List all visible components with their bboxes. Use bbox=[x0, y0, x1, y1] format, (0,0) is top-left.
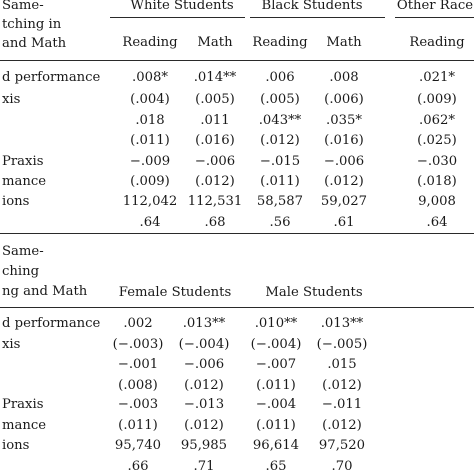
table-cell: (.012) bbox=[322, 418, 362, 433]
column-header: Math bbox=[197, 35, 233, 50]
column-header: Reading bbox=[409, 35, 465, 50]
table-cell: .002 bbox=[123, 316, 153, 331]
table-cell: 58,587 bbox=[256, 194, 304, 209]
table-cell: .010** bbox=[254, 316, 298, 331]
group-header: Black Students bbox=[261, 0, 363, 13]
table-cell: .021* bbox=[419, 70, 455, 85]
row-label: d performance bbox=[2, 70, 101, 85]
table-cell: −.004 bbox=[255, 397, 297, 412]
row-label-header-line: tching in bbox=[2, 17, 62, 32]
table-cell: (.009) bbox=[417, 92, 457, 107]
table-cell: (−.005) bbox=[316, 337, 368, 352]
table-cell: (.012) bbox=[260, 133, 300, 148]
table-cell: (.012) bbox=[184, 418, 224, 433]
table-cell: .013** bbox=[320, 316, 364, 331]
row-label: Praxis bbox=[2, 154, 44, 169]
table-cell: (.018) bbox=[417, 174, 457, 189]
group-header: White Students bbox=[130, 0, 234, 13]
table-cell: (.012) bbox=[324, 174, 364, 189]
table-cell: 96,614 bbox=[252, 438, 300, 453]
column-header: Reading bbox=[122, 35, 178, 50]
table-cell: (.011) bbox=[256, 418, 296, 433]
table-cell: −.007 bbox=[255, 357, 297, 372]
group-rule bbox=[395, 17, 474, 18]
row-label: mance bbox=[2, 418, 47, 433]
panel-divider-rule bbox=[0, 233, 474, 234]
table-cell: .65 bbox=[265, 459, 287, 474]
row-label: xis bbox=[2, 92, 21, 107]
table-cell: (−.004) bbox=[250, 337, 302, 352]
table-cell: 112,531 bbox=[187, 194, 243, 209]
table-cell: .006 bbox=[265, 70, 295, 85]
table-cell: (.011) bbox=[118, 418, 158, 433]
row-label-header-line: Same- bbox=[2, 0, 44, 13]
table-cell: (−.004) bbox=[178, 337, 230, 352]
table-cell: (.025) bbox=[417, 133, 457, 148]
table-cell: (.016) bbox=[324, 133, 364, 148]
group-header: Male Students bbox=[265, 285, 363, 300]
group-header: Other Race bbox=[396, 0, 474, 13]
group-rule bbox=[250, 17, 385, 18]
column-header: Reading bbox=[252, 35, 308, 50]
header-rule bbox=[0, 307, 474, 308]
header-rule bbox=[0, 60, 474, 61]
table-cell: −.006 bbox=[323, 154, 365, 169]
table-cell: (.005) bbox=[260, 92, 300, 107]
table-cell: (.004) bbox=[130, 92, 170, 107]
table-cell: .71 bbox=[193, 459, 215, 474]
table-cell: (.011) bbox=[256, 378, 296, 393]
table-cell: (.009) bbox=[130, 174, 170, 189]
table-cell: .008* bbox=[132, 70, 168, 85]
table-cell: (.011) bbox=[130, 133, 170, 148]
table-cell: −.030 bbox=[416, 154, 458, 169]
table-cell: 59,027 bbox=[320, 194, 368, 209]
table-cell: (.012) bbox=[184, 378, 224, 393]
row-label: Praxis bbox=[2, 397, 44, 412]
table-cell: −.006 bbox=[183, 357, 225, 372]
table-cell: .56 bbox=[269, 215, 291, 230]
group-header: Female Students bbox=[118, 285, 232, 300]
row-label: ions bbox=[2, 194, 30, 209]
column-header: Math bbox=[326, 35, 362, 50]
table-cell: −.006 bbox=[194, 154, 236, 169]
row-label-header-line: and Math bbox=[2, 36, 67, 51]
table-cell: −.001 bbox=[117, 357, 159, 372]
table-cell: .64 bbox=[426, 215, 448, 230]
row-label-header-line: Same- bbox=[2, 244, 44, 259]
table-cell: .013** bbox=[182, 316, 226, 331]
row-label: ions bbox=[2, 438, 30, 453]
group-rule bbox=[110, 17, 245, 18]
table-cell: .011 bbox=[200, 113, 230, 128]
table-cell: 97,520 bbox=[318, 438, 366, 453]
table-cell: .018 bbox=[135, 113, 165, 128]
table-cell: .035* bbox=[326, 113, 362, 128]
table-cell: 112,042 bbox=[122, 194, 178, 209]
table-cell: .68 bbox=[204, 215, 226, 230]
row-label-header-line: ching bbox=[2, 264, 40, 279]
row-label-header-line: ng and Math bbox=[2, 284, 88, 299]
table-cell: (.005) bbox=[195, 92, 235, 107]
table-cell: 9,008 bbox=[418, 194, 456, 209]
row-label: xis bbox=[2, 337, 21, 352]
table-cell: (.006) bbox=[324, 92, 364, 107]
table-cell: −.011 bbox=[321, 397, 363, 412]
table-cell: .014** bbox=[193, 70, 237, 85]
table-cell: .70 bbox=[331, 459, 353, 474]
table-cell: (.008) bbox=[118, 378, 158, 393]
table-cell: .062* bbox=[419, 113, 455, 128]
table-cell: −.009 bbox=[129, 154, 171, 169]
table-cell: 95,985 bbox=[180, 438, 228, 453]
table-cell: −.015 bbox=[259, 154, 301, 169]
row-label: mance bbox=[2, 174, 47, 189]
table-cell: −.013 bbox=[183, 397, 225, 412]
row-label: d performance bbox=[2, 316, 101, 331]
table-cell: (.011) bbox=[260, 174, 300, 189]
table-cell: (.012) bbox=[195, 174, 235, 189]
table-cell: (.016) bbox=[195, 133, 235, 148]
table-cell: −.003 bbox=[117, 397, 159, 412]
table-cell: .015 bbox=[327, 357, 357, 372]
table-cell: (.012) bbox=[322, 378, 362, 393]
table-cell: .043** bbox=[258, 113, 302, 128]
table-cell: .61 bbox=[333, 215, 355, 230]
table-cell: 95,740 bbox=[114, 438, 162, 453]
table-cell: .008 bbox=[329, 70, 359, 85]
table-cell: .66 bbox=[127, 459, 149, 474]
table-cell: .64 bbox=[139, 215, 161, 230]
table-cell: (−.003) bbox=[112, 337, 164, 352]
